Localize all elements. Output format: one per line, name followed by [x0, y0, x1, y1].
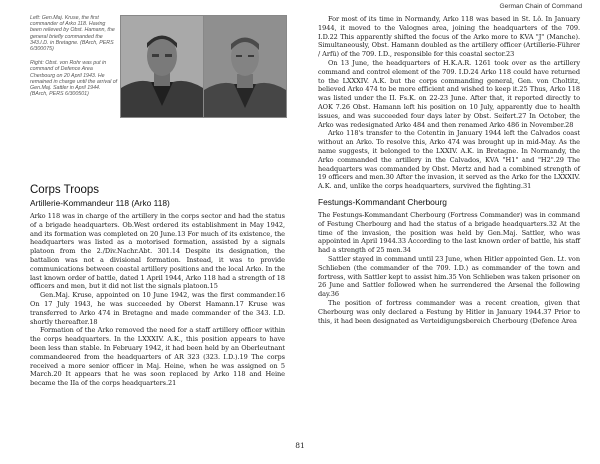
paragraph: Formation of the Arko removed the need for a staff artillery officer within the corps headquarters. In the LXXXIV. A.K., this position appears to have been less than stable. In February 1942, it had been held by an Oberleutnant commandeered from the headquarters of AR 323 (323. I.D.).19 The corps received a more senior officer in Maj. Heine, when he was assigned on 5 March.20 It appears that he was soon replaced by Arko 118 and Heine became the IIa of the corps headquarters.21	[30, 326, 285, 388]
portrait-kruse-image	[121, 16, 203, 117]
subheading-festungs-kommandant: Festungs-Kommandant Cherbourg	[318, 196, 447, 207]
portrait-von-rohr-image	[204, 16, 286, 117]
paragraph: On 13 June, the headquarters of H.K.A.R. 1261 took over as the artillery command and control element of the 709. I.D.24 Arko 118 could have returned to the LXXXIV. A.K. but the corps commanding general, Gen. von Choltitz, believed Arko 474 to be more efficient and wished to keep it.25 Thus, Arko 118 was listed under the II. Fs.K. on 22-23 June. After that, it reported directly to AOK 7.26 Obst. Hamann left his position on 10 July, apparently due to health issues, and was succeeded four days later by Obst. Seifert.27 In October, the Arko was redesignated Arko 484 and then renamed Arko 486 in November.28	[318, 58, 580, 129]
portrait-photo-kruse	[120, 15, 204, 118]
paragraph: Arko 118 was in charge of the artillery in the corps sector and had the status of a brigade headquarters. Ob.West ordered its establishment in May 1942, and its formation was completed on 20 June.13 For much of its existence, the headquarters was listed as a motorised formation, assisted by a signals platoon from the 2./Div.Nachr.Abt. 301.14 Despite its designation, the battalion was not a divisional formation. Instead, it was to provide communications between coastal artillery positions and the local Arko. In the last known order of battle, dated 1 April 1944, Arko 118 had a strength of 18 officers and men, but it did not list the signals platoon.15	[30, 212, 285, 291]
section-title: Corps Troops	[30, 184, 100, 196]
photo-captions	[30, 15, 118, 105]
subheading-arko-118: Artillerie-Kommandeur 118 (Arko 118)	[30, 198, 170, 208]
photo-block	[30, 15, 285, 184]
paragraph: For most of its time in Normandy, Arko 118 was based in St. Lô. In January 1944, it moved to the Valognes area, joining the headquarters of the 709. I.D.22 This apparently shifted the focus of the Arko more to KVA "J" (Manche). Simultaneously, Obst. Hamann doubled as the artillery officer (Artillerie-Führer / Arfü) of the 709. I.D., responsible for this coastal sector.23	[318, 15, 580, 59]
paragraph: Arko 118's transfer to the Cotentin in January 1944 left the Calvados coast without an Arko. To resolve this, Arko 474 was brought up in mid-May. As the name suggests, it belonged to the LXXIV. A.K. in Bretagne. In Normandy, the Arko commanded the artillery in the Calvados, KVA "H1" and "H2".29 The headquarters was commanded by Obst. Mertz and had a combined strength of 19 officers and men.30 After the invasion, it served as the Arko for the LXXXIV. A.K. and, unlike the corps headquarters, survived the fighting.31	[318, 129, 580, 191]
caption-right: Right: Obst. von Rohr was put in command of Defence Area Cherbourg on 20 April 1943. He remained in charge until the arrival of Gen.Maj. Sattler in April 1944. (BArch, PERS 6/300501)	[30, 60, 118, 98]
portrait-photo-von-rohr	[203, 15, 287, 118]
paragraph: The Festungs-Kommandant Cherbourg (Fortress Commander) was in command of Festung Cherbourg and had the status of a brigade headquarters.32 At the time of the invasion, the position was held by Gen.Maj. Sattler, who was appointed in April 1944.33 According to the last known order of battle, his staff had a strength of 25 men.34	[318, 210, 580, 255]
paragraph: The position of fortress commander was a recent creation, given that Cherbourg was only declared a Festung by Hitler in January 1944.37 Prior to this, it had been designated as Verteidigungsbereich Cherbourg (Defence Area	[318, 298, 580, 325]
caption-left: Left: Gen.Maj. Kruse, the first commander of Arko 118. Having been relieved by Obst. Hamann, the general briefly commanded the 343.I.D. in Bretagne. (BArch, PERS 6/300075)	[30, 15, 115, 53]
running-head: German Chain of Command	[499, 3, 582, 10]
paragraph: Gen.Maj. Kruse, appointed on 10 June 1942, was the first commander.16 On 17 July 1943, he was succeeded by Oberst Hamann.17 Kruse was transferred to Arko 474 in Bretagne and made commander of the 343. I.D. shortly thereafter.18	[30, 291, 285, 326]
page-number: 81	[295, 441, 305, 450]
right-column	[318, 15, 580, 325]
paragraph: Sattler stayed in command until 23 June, when Hitler appointed Gen. Lt. von Schlieben (the commander of the 709. I.D.) as commander of the town and fortress, with Sattler kept to assist him.35 Von Schlieben was taken prisoner on 26 June and Sattler followed when he surrendered the Arsenal the following day.36	[318, 254, 580, 299]
left-column	[30, 15, 285, 388]
